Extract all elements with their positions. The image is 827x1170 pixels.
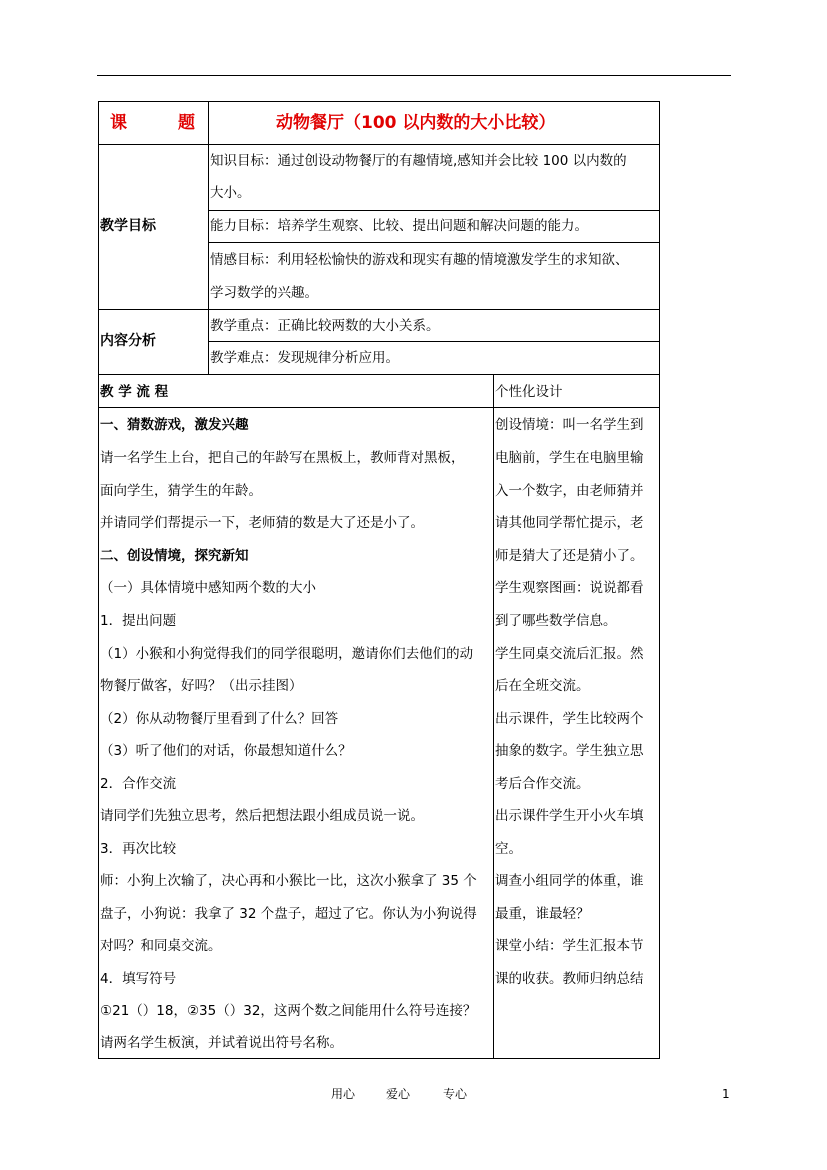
design-line: 入一个数字，由老师猜并	[495, 483, 644, 499]
header-rule	[97, 75, 731, 76]
flow-line: 请同学们先独立思考，然后把想法跟小组成员说一说。	[100, 808, 424, 824]
design-line: 课的收获。教师归纳总结	[495, 971, 644, 987]
design-line: 创设情境：叫一名学生到	[495, 417, 644, 433]
flow-line: 二、创设情境，探究新知	[100, 548, 249, 564]
title-label-1: 课	[110, 113, 127, 133]
key-point: 教学重点：正确比较两数的大小关系。	[210, 318, 440, 334]
flow-line: （3）听了他们的对话，你最想知道什么？	[100, 743, 352, 759]
design-line: 最重，谁最轻？	[495, 906, 590, 922]
flow-line: 请一名学生上台，把自己的年龄写在黑板上，教师背对黑板，	[100, 450, 465, 466]
flow-line: （一）具体情境中感知两个数的大小	[100, 580, 316, 596]
design-header: 个性化设计	[495, 384, 563, 400]
row-divider-content-end	[98, 374, 660, 375]
goal-knowledge-line-1: 知识目标：通过创设动物餐厅的有趣情境,感知并会比较 100 以内数的	[210, 153, 627, 169]
row-divider-goals-end	[98, 309, 660, 310]
design-line: 出示课件，学生比较两个	[495, 711, 644, 727]
design-line: 出示课件学生开小火车填	[495, 808, 644, 824]
row-divider-flow-header	[98, 407, 660, 408]
col-divider-label	[208, 101, 209, 374]
flow-line: 请两名学生板演，并试着说出符号名称。	[100, 1035, 343, 1051]
design-line: 后在全班交流。	[495, 678, 590, 694]
flow-line: 对吗？和同桌交流。	[100, 938, 222, 954]
row-divider-goal-2	[208, 242, 660, 243]
goal-emotion-line-2: 学习数学的兴趣。	[210, 285, 318, 301]
difficult-point: 教学难点：发现规律分析应用。	[210, 350, 399, 366]
flow-line: 3．再次比较	[100, 841, 177, 857]
footer-text-2: 爱心	[386, 1087, 411, 1101]
design-line: 考后合作交流。	[495, 776, 590, 792]
flow-line: 1．提出问题	[100, 613, 177, 629]
section-goals-label: 教学目标	[100, 218, 156, 234]
title-label-2: 题	[178, 113, 195, 133]
flow-line: 4．填写符号	[100, 971, 177, 987]
goal-emotion-line-1: 情感目标：利用轻松愉快的游戏和现实有趣的情境激发学生的求知欲、	[210, 252, 629, 268]
flow-line: （2）你从动物餐厅里看到了什么？回答	[100, 711, 339, 727]
section-content-label: 内容分析	[100, 333, 156, 349]
flow-line: ①21（）18，②35（）32，这两个数之间能用什么符号连接？	[100, 1003, 477, 1019]
design-line: 学生观察图画：说说都看	[495, 580, 644, 596]
footer-text-3: 专心	[443, 1087, 468, 1101]
footer-text-1: 用心	[331, 1087, 356, 1101]
goal-ability: 能力目标：培养学生观察、比较、提出问题和解决问题的能力。	[210, 218, 588, 234]
page-number: 1	[722, 1087, 730, 1101]
design-line: 学生同桌交流后汇报。然	[495, 646, 644, 662]
design-line: 空。	[495, 841, 522, 857]
row-divider-goal-1	[208, 210, 660, 211]
design-line: 请其他同学帮忙提示，老	[495, 515, 644, 531]
col-divider-design	[493, 374, 494, 1059]
flow-line: 物餐厅做客，好吗？（出示挂图）	[100, 678, 303, 694]
design-line: 抽象的数字。学生独立思	[495, 743, 644, 759]
flow-line: 盘子，小狗说：我拿了 32 个盘子，超过了它。你认为小狗说得	[100, 906, 477, 922]
design-line: 到了哪些数学信息。	[495, 613, 617, 629]
row-divider-content	[208, 341, 660, 342]
row-divider-title	[98, 144, 660, 145]
flow-header: 教 学 流 程	[100, 384, 169, 400]
flow-line: 2．合作交流	[100, 776, 177, 792]
flow-line: 面向学生，猜学生的年龄。	[100, 483, 262, 499]
flow-line: 师：小狗上次输了，决心再和小猴比一比，这次小猴拿了 35 个	[100, 873, 477, 889]
design-line: 课堂小结：学生汇报本节	[495, 938, 644, 954]
flow-line: 并请同学们帮提示一下，老师猜的数是大了还是小了。	[100, 515, 424, 531]
flow-line: 一、猜数游戏，激发兴趣	[100, 417, 249, 433]
design-line: 电脑前，学生在电脑里输	[495, 450, 644, 466]
lesson-title: 动物餐厅（100 以内数的大小比较）	[276, 113, 556, 133]
design-line: 调查小组同学的体重，谁	[495, 873, 644, 889]
flow-line: （1）小猴和小狗觉得我们的同学很聪明，邀请你们去他们的动	[100, 646, 474, 662]
goal-knowledge-line-2: 大小。	[210, 185, 251, 201]
design-line: 师是猜大了还是猜小了。	[495, 548, 644, 564]
